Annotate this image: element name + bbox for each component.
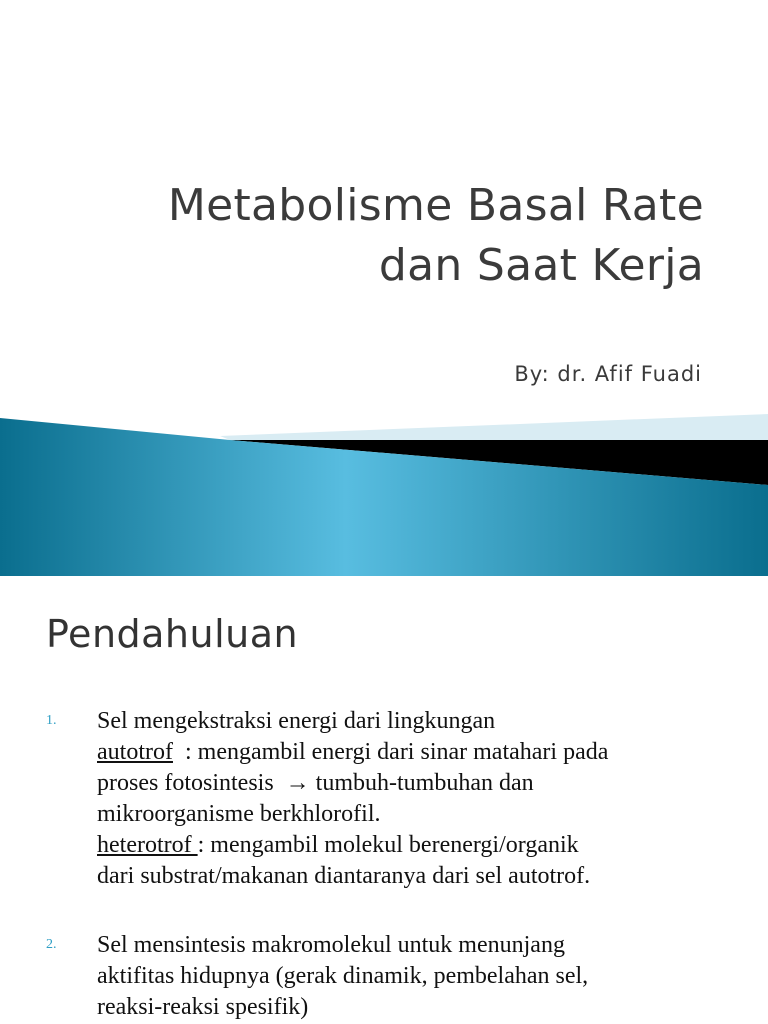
item-number: 1. xyxy=(46,713,57,728)
item-line xyxy=(97,830,727,861)
item-line: dari substrat/makanan diantaranya dari sel autotrof. xyxy=(97,863,591,889)
slide-title xyxy=(168,176,704,296)
item-line: mikroorganisme berkhlorofil. xyxy=(97,801,381,827)
item-line: Sel mensintesis makromolekul untuk menunjang xyxy=(97,932,565,958)
line-text: tumbuh-tumbuhan dan xyxy=(315,770,534,796)
item-number: 2. xyxy=(46,937,57,952)
title-line-2: dan Saat Kerja xyxy=(378,240,704,291)
arrow-icon: → xyxy=(285,770,310,796)
list-item-1 xyxy=(0,706,768,892)
content-slide xyxy=(0,576,768,1024)
term-heterotrof: heterotrof xyxy=(97,832,198,858)
item-line: aktifitas hidupnya (gerak dinamik, pembelahan sel, xyxy=(97,963,589,989)
title-line-1: Metabolisme Basal Rate xyxy=(167,180,704,231)
slide-heading: Pendahuluan xyxy=(46,612,299,656)
item-body xyxy=(97,930,727,1023)
item-line xyxy=(97,737,727,768)
term-autotrof: autotrof xyxy=(97,739,173,765)
numbered-list xyxy=(0,706,768,1023)
item-line xyxy=(97,768,727,799)
pale-wedge xyxy=(220,414,768,440)
list-item-2 xyxy=(0,930,768,1023)
item-line: Sel mengekstraksi energi dari lingkungan xyxy=(97,708,496,734)
item-line: reaksi-reaksi spesifik) xyxy=(97,994,309,1020)
definition-text: : mengambil molekul berenergi/organik xyxy=(197,832,579,858)
line-text: proses fotosintesis xyxy=(97,770,274,796)
item-body xyxy=(97,706,727,892)
definition-text: : mengambil energi dari sinar matahari pada xyxy=(172,739,609,765)
author-byline: By: dr. Afif Fuadi xyxy=(514,362,702,386)
